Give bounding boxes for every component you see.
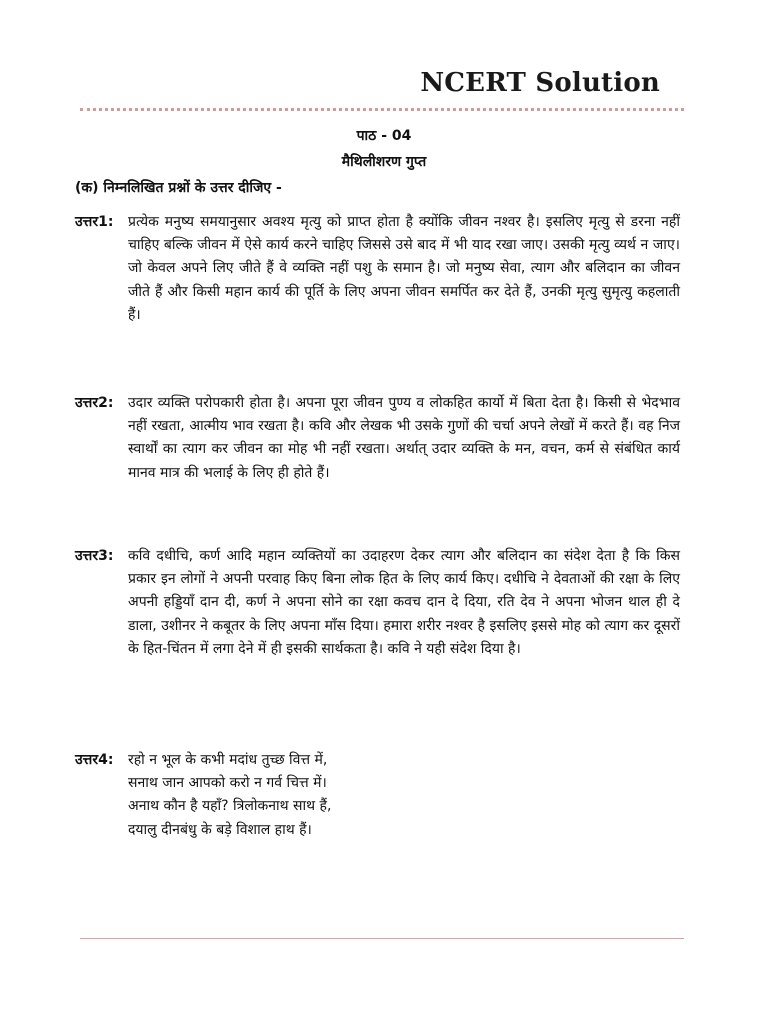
answer-2 (75, 392, 680, 485)
chapter-number: पाठ - 04 (356, 128, 412, 144)
answer-1 (75, 211, 680, 327)
poem-line: अनाथ कौन है यहाँ? त्रिलोकनाथ साथ हैं, (128, 798, 332, 815)
poem-line: सनाथ जान आपको करो न गर्व चित्त में। (128, 775, 327, 792)
footer-divider (80, 938, 684, 939)
answer-4 (75, 749, 680, 842)
chapter-author: मैथिलीशरण गुप्त (341, 154, 427, 170)
answer-text: कवि दधीचि, कर्ण आदि महान व्यक्तियों का उदाहरण देकर त्याग और बलिदान का संदेश देता है कि किस प्रकार इन लोगों ने अपनी परवाह किए बिना लोक हित के लिए कार्य किए। दधीचि ने देवताओं की रक्षा के लिए अपनी हड्डियाँ दान दी, कर्ण ने अपना सोने का रक्षा कवच दान दे दिया, रति देव ने अपना भोजन थाल ही दे डाला, उशीनर ने कबूतर के लिए अपना माँस दिया। हमारा शरीर नश्वर है इसलिए इससे मोह को त्याग कर दूसरों के हित-चिंतन में लगा देने में ही इसकी सार्थकता है। कवि ने यही संदेश दिया है। (128, 548, 680, 657)
page-header-title: NCERT Solution (420, 68, 660, 98)
poem-line: दयालु दीनबंधु के बड़े विशाल हाथ हैं। (128, 821, 312, 838)
answer-label: उत्तर4: (75, 752, 114, 768)
answer-label: उत्तर2: (75, 395, 114, 411)
section-heading: (क) निम्नलिखित प्रश्नों के उत्तर दीजिए - (75, 180, 282, 196)
poem-line: रहो न भूल के कभी मदांध तुच्छ वित्त में, (128, 752, 328, 768)
header-divider (80, 108, 684, 111)
answer-text: उदार व्यक्ति परोपकारी होता है। अपना पूरा जीवन पुण्य व लोकहित कार्यो में बिता देता है। किसी से भेदभाव नहीं रखता, आत्मीय भाव रखता है। कवि और लेखक भी उसके गुणों की चर्चा अपने लेखों में करते हैं। वह निज स्वार्थों का त्याग कर जीवन का मोह भी नहीं रखता। अर्थात् उदार व्यक्ति के मन, वचन, कर्म से संबंधित कार्य मानव मात्र की भलाई के लिए ही होते हैं। (128, 395, 680, 481)
answer-label: उत्तर1: (75, 214, 114, 230)
answer-text: प्रत्येक मनुष्य समयानुसार अवश्य मृत्यु को प्राप्त होता है क्योंकि जीवन नश्वर है। इसलिए मृत्यु से डरना नहीं चाहिए बल्कि जीवन में ऐसे कार्य करने चाहिए जिससे उसे बाद में भी याद रखा जाए। उसकी मृत्यु व्यर्थ न जाए। जो केवल अपने लिए जीते हैं वे व्यक्ति नहीं पशु के समान है। जो मनुष्य सेवा, त्याग और बलिदान का जीवन जीते हैं और किसी महान कार्य की पूर्ति के लिए अपना जीवन समर्पित कर देते हैं, उनकी मृत्यु सुमृत्यु कहलाती हैं। (128, 214, 680, 323)
answer-label: उत्तर3: (75, 548, 114, 564)
answer-3 (75, 545, 680, 661)
